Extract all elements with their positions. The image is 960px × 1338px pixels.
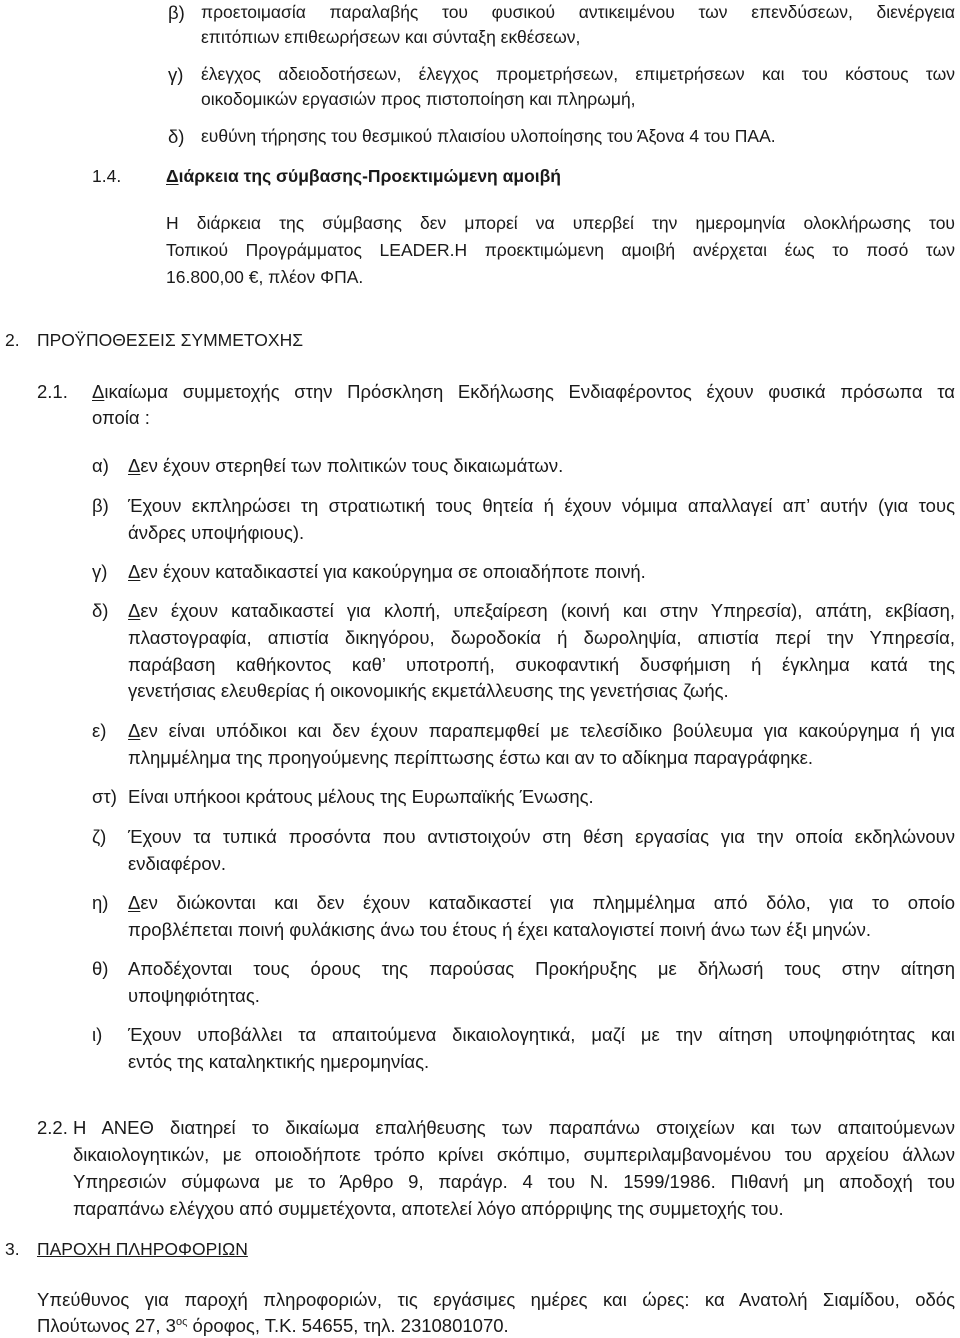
item-label: γ) <box>92 561 108 582</box>
paragraph-line: Η ΑΝΕΘ διατηρεί το δικαίωμα επαλήθευσης των παραπάνω στοιχείων και των απαιτούμενων <box>73 1117 955 1138</box>
item-label: ι) <box>92 1024 103 1045</box>
section-number: 2.2. <box>37 1117 68 1138</box>
item-line: Έχουν υποβάλλει τα απαιτούμενα δικαιολογητικά, μαζί με την αίτηση υποψηφιότητας και <box>128 1024 955 1045</box>
item-line: επιτόπιων επιθεωρήσεων και σύνταξη εκθέσεων, <box>201 27 581 47</box>
paragraph-line: 16.800,00 €, πλέον ΦΠΑ. <box>166 267 364 287</box>
item-label: στ) <box>92 786 117 807</box>
item-label: ζ) <box>92 826 107 847</box>
item-line: έλεγχος αδειοδοτήσεων, έλεγχος προμετρήσεων, επιμετρήσεων και του κόστους των <box>201 64 955 84</box>
item-line: υποψηφιότητας. <box>128 985 260 1006</box>
section-number: 2.1. <box>37 381 68 402</box>
item-line: εντός της καταληκτικής ημερομηνίας. <box>128 1051 430 1072</box>
section-number: 1.4. <box>92 166 122 186</box>
item-line: άνδρες υποψήφιους). <box>128 522 305 543</box>
paragraph-line <box>37 1315 509 1337</box>
item-label: θ) <box>92 958 109 979</box>
item-label: δ) <box>92 600 109 621</box>
paragraph-line: Δικαίωμα συμμετοχής στην Πρόσκληση Εκδήλωσης Ενδιαφέροντος έχουν φυσικά πρόσωπα τα <box>92 381 955 402</box>
initial-letter: Δ <box>128 600 141 621</box>
section-number: 3. <box>5 1239 20 1259</box>
paragraph-line: Τοπικού Προγράμματος LEADER.Η προεκτιμώμενη αμοιβή ανέρχεται έως το ποσό των <box>166 240 955 260</box>
paragraph-line: Υπηρεσιών σύμφωνα με το Άρθρο 9, παράγρ. 4 του Ν. 1599/1986. Πιθανή μη αποδοχή του <box>73 1171 955 1192</box>
item-label: η) <box>92 892 109 913</box>
initial-letter: Δ <box>128 720 141 741</box>
paragraph-line: Η διάρκεια της σύμβασης δεν μπορεί να υπερβεί την ημερομηνία ολοκλήρωσης του <box>166 213 955 233</box>
item-line: πλημμέλημα της προηγούμενης περίπτωσης έστω και αν το αδίκημα παραγράφηκε. <box>128 747 814 768</box>
item-line: γενετήσιας ελευθερίας ή οικονομικής εκμετάλλευσης της γενετήσιας ζωής. <box>128 680 729 701</box>
item-line: ευθύνη τήρησης του θεσμικού πλαισίου υλοποίησης του Άξονα 4 του ΠΑΑ. <box>201 126 776 146</box>
section-title: ΠΑΡΟΧΗ ΠΛΗΡΟΦΟΡΙΩΝ <box>37 1239 248 1259</box>
paragraph-line: Υπεύθυνος για παροχή πληροφοριών, τις εργάσιμες ημέρες και ώρες: κα Ανατολή Σιαμίδου, οδός <box>37 1289 955 1310</box>
item-line: οικοδομικών εργασιών προς πιστοποίηση και πληρωμή, <box>201 89 636 109</box>
initial-letter: Δ <box>166 166 179 186</box>
item-line: προβλέπεται ποινή φυλάκισης άνω του έτους ή έχει καταλογιστεί ποινή άνω των έξι μηνών. <box>128 919 872 940</box>
item-label: γ) <box>168 64 184 85</box>
initial-letter: Δ <box>128 455 141 476</box>
item-label: β) <box>92 495 109 516</box>
initial-letter: Δ <box>128 892 141 913</box>
item-line: προετοιμασία παραλαβής του φυσικού αντικειμένου των επενδύσεων, διενέργεια <box>201 2 955 22</box>
item-line: Δεν έχουν καταδικαστεί για κακούργημα σε οποιαδήποτε ποινή. <box>128 561 646 582</box>
item-line: ενδιαφέρον. <box>128 853 227 874</box>
section-number: 2. <box>5 330 20 350</box>
item-line: Δεν έχουν καταδικαστεί για κλοπή, υπεξαίρεση (κοινή και στην Υπηρεσία), απάτη, εκβίαση, <box>128 600 955 621</box>
item-line: Αποδέχονται τους όρους της παρούσας Προκήρυξης με δήλωσή τους στην αίτηση <box>128 958 955 979</box>
paragraph-line: οποία : <box>92 407 150 428</box>
item-label: δ) <box>168 126 185 147</box>
initial-letter: Δ <box>92 381 105 402</box>
item-line: Είναι υπήκοοι κράτους μέλους της Ευρωπαϊκής Ένωσης. <box>128 786 594 807</box>
section-title: ΠΡΟΫΠΟΘΕΣΕΙΣ ΣΥΜΜΕΤΟΧΗΣ <box>37 330 304 350</box>
item-label: ε) <box>92 720 107 741</box>
item-line: Δεν έχουν στερηθεί των πολιτικών τους δικαιωμάτων. <box>128 455 564 476</box>
item-label: α) <box>92 455 109 476</box>
section-title: Διάρκεια της σύμβασης-Προεκτιμώμενη αμοιβή <box>166 166 561 186</box>
item-line: Δεν διώκονται και δεν έχουν καταδικαστεί για πλημμέλημα από δόλο, για το οποίο <box>128 892 955 913</box>
initial-letter: Δ <box>128 561 141 582</box>
item-line: πλαστογραφία, απιστία δικηγόρου, δωροδοκία ή δωροληψία, απιστία περί την Υπηρεσία, <box>128 627 955 648</box>
item-line: Έχουν τα τυπικά προσόντα που αντιστοιχούν στη θέση εργασίας για την οποία εκδηλώνουν <box>128 826 955 847</box>
address-part: όροφος, Τ.Κ. 54655, τηλ. 2310801070. <box>187 1315 509 1336</box>
item-line: παράβαση καθήκοντος καθ’ υποτροπή, συκοφαντική δυσφήμιση ή έγκλημα κατά της <box>128 654 955 675</box>
item-line: Έχουν εκπληρώσει τη στρατιωτική τους θητεία ή έχουν νόμιμα απαλλαγεί απ’ αυτήν (για τους <box>128 495 955 516</box>
paragraph-line: δικαιολογητικών, με οποιοδήποτε τρόπο κρίνει σκόπιμο, συμπεριλαμβανομένου του αρχείου άλλων <box>73 1144 955 1165</box>
item-label: β) <box>168 2 185 23</box>
ordinal-suffix: ος <box>175 1315 188 1328</box>
item-line: Δεν είναι υπόδικοι και δεν έχουν παραπεμφθεί με τελεσίδικο βούλευμα για κακούργημα ή για <box>128 720 955 741</box>
paragraph-line: παραπάνω ελέγχου από συμμετέχοντα, αποτελεί λόγο απόρριψης της συμμετοχής του. <box>73 1198 784 1219</box>
address-part: Πλούτωνος 27, 3 <box>37 1315 176 1336</box>
